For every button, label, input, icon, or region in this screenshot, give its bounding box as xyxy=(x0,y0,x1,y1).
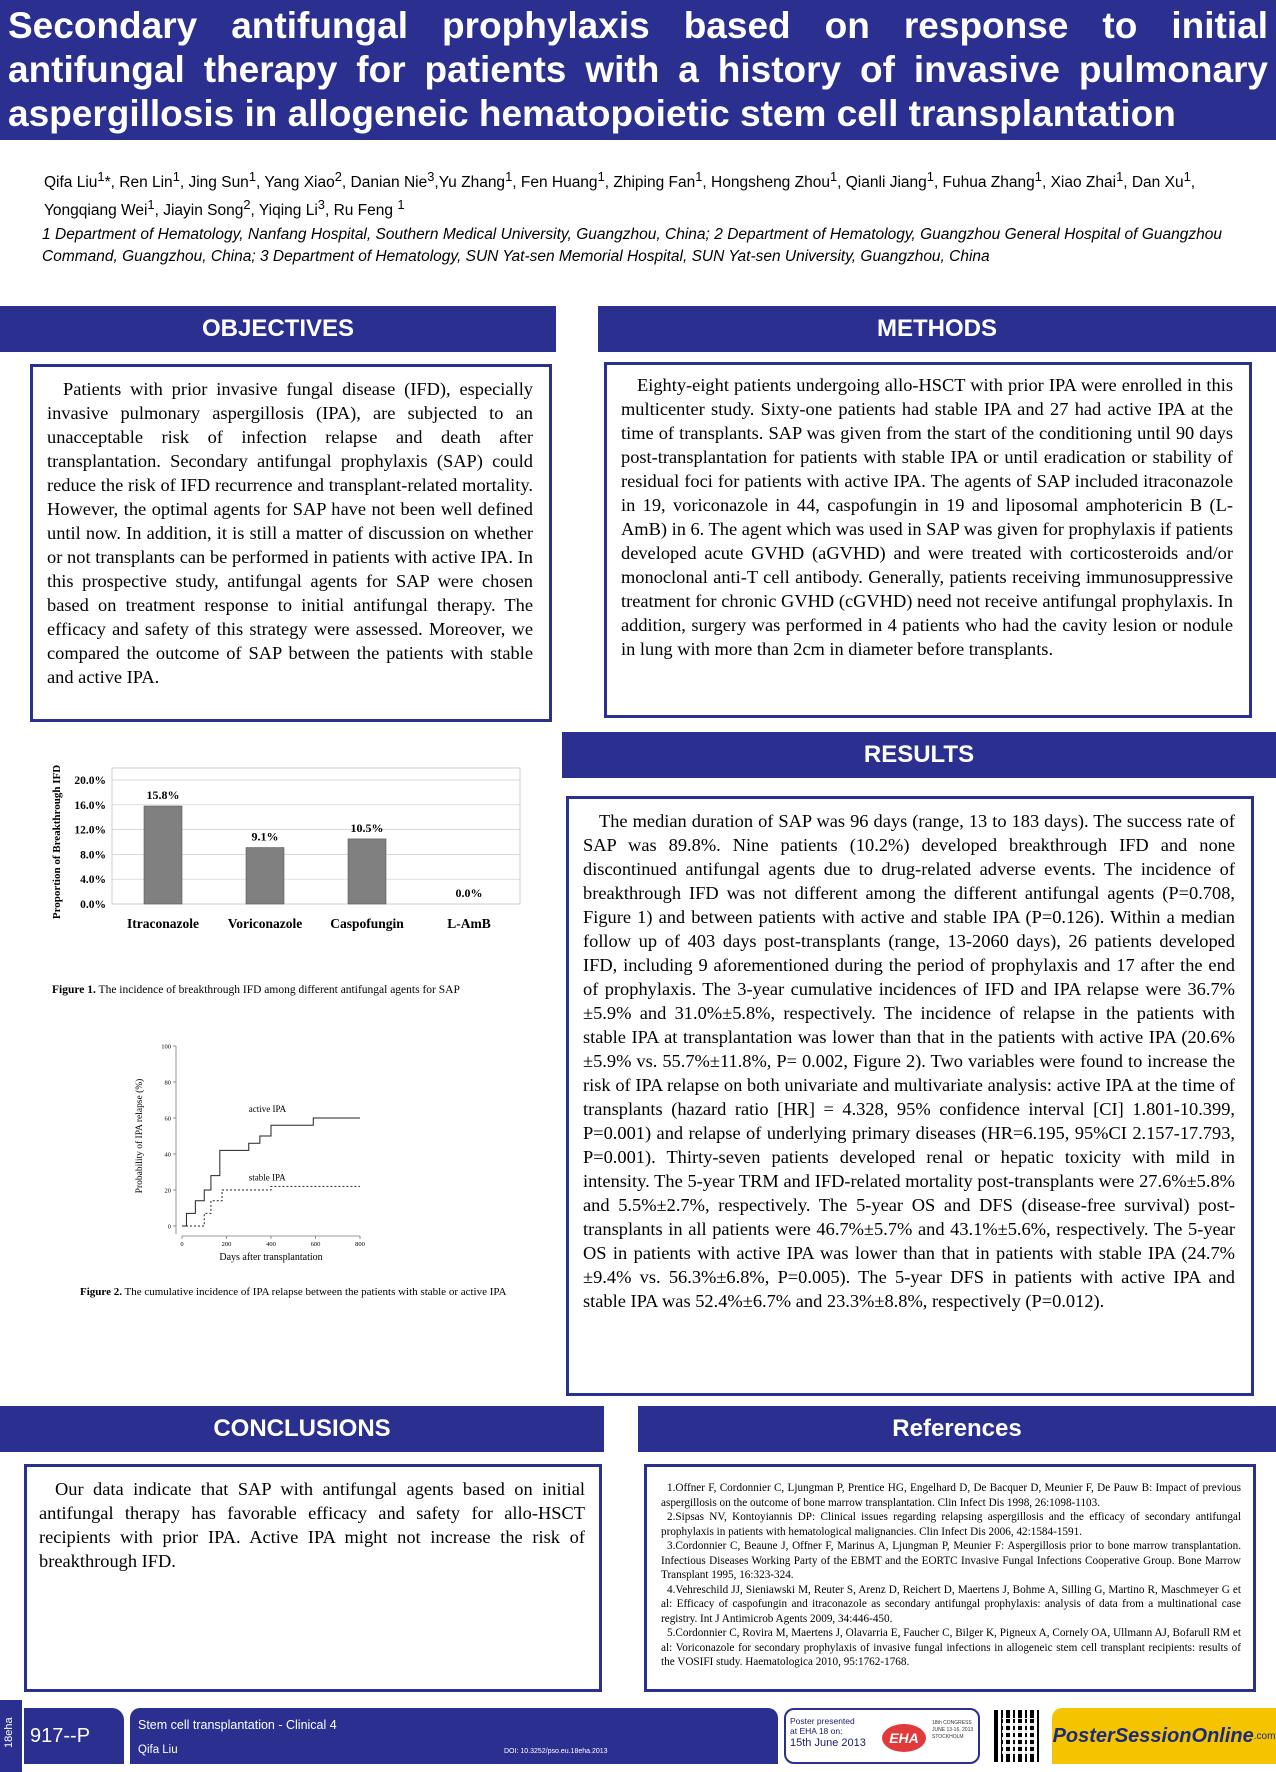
presented-line: Poster presented xyxy=(790,1716,855,1726)
poster-id: 917--P xyxy=(24,1708,124,1764)
conclusions-box xyxy=(24,1464,602,1692)
y-tick-label: 0.0% xyxy=(80,899,106,911)
x-axis-label: Days after transplantation xyxy=(219,1252,323,1263)
footer-vertical-tag xyxy=(0,1700,22,1772)
y-tick-label: 12.0% xyxy=(74,824,106,837)
reference-item: 1.Offner F, Cordonnier C, Ljungman P, Prentice HG, Engelhard D, De Bacquer D, Meunier F, De Pauw B: Impact of previous aspergillosis on the outcome of bone marrow transplantation. Clin Infect Dis 1998, 26:1098-1103. xyxy=(661,1482,1241,1509)
eha-logo: EHA xyxy=(882,1724,926,1752)
y-tick-label: 20.0% xyxy=(74,775,106,787)
objectives-text: Patients with prior invasive fungal disease (IFD), especially invasive pulmonary aspergillosis (IPA), are subjected to an unacceptable risk of infection relapse and death after transplantation. Secondary antifungal prophylaxis (SAP) could reduce the risk of IFD recurrence and transplant-related mortality. However, the optimal agents for SAP have not been well defined until now. In addition, it is still a matter of discussion on whether or not transplants can be performed in patients with active IPA. In this prospective study, antifungal agents for SAP were chosen based on treatment response to initial antifungal therapy. The efficacy and safety of this strategy were assessed. Moreover, we compared the outcome of SAP between the patients with stable and active IPA. xyxy=(47,379,533,687)
postersessiononline-logo[interactable] xyxy=(1052,1708,1276,1764)
bar-data-label: 10.5% xyxy=(350,820,384,835)
series-label: active IPA xyxy=(248,1104,287,1114)
methods-text: Eighty-eight patients undergoing allo-HSCT with prior IPA were enrolled in this multicenter study. Sixty-one patients had stable IPA and 27 had active IPA at the time of transplants. SAP was given from the start of the conditioning until 90 days post-transplantation for patients with stable IPA or until eradication or stability of residual foci for patients with active IPA. The agents of SAP included itraconazole in 19, voriconazole in 44, caspofungin in 19 and liposomal amphotericin B (L-AmB) in 6. The agent which was used in SAP was given for prophylaxis if patients developed acute GVHD (aGVHD) and were treated with corticosteroids and/or monoclonal anti-T cell antibody. Generally, patients receiving immunosuppressive treatment for chronic GVHD (cGVHD) need not receive antifungal prophylaxis. In addition, surgery was performed in 4 patients who had the cavity lesion or nodule in lung with more than 2cm in diameter before transplants. xyxy=(621,375,1233,659)
y-tick-label: 40 xyxy=(164,1151,171,1159)
x-tick-label: 0 xyxy=(180,1241,184,1248)
figure1-bar-chart xyxy=(40,758,530,1010)
reference-item: 3.Cordonnier C, Beaune J, Offner F, Marinus A, Ljungman P, Meunier F: Aspergillosis prior to bone marrow transplantation. Infectious Diseases Working Party of the EBMT and the EORTC Invasive Fungal Infections Cooperative Group. Bone Marrow Transplant 1995, 16:323-324. xyxy=(661,1540,1241,1581)
bar-data-label: 0.0% xyxy=(455,886,483,900)
reference-item: 2.Sipsas NV, Kontoyiannis DP: Clinical issues regarding relapsing aspergillosis and the efficacy of secondary antifungal prophylaxis in patients with hematological malignancies. Clin Infect Dis 2006, 42:1584-1591. xyxy=(661,1511,1241,1538)
references-heading: References xyxy=(638,1406,1276,1452)
footer-session-panel xyxy=(130,1708,778,1764)
doi: DOI: 10.3252/pso.eu.18eha.2013 xyxy=(504,1748,608,1755)
footer-bar xyxy=(0,1700,1276,1772)
conclusions-text: Our data indicate that SAP with antifungal agents based on initial antifungal therapy has favorable efficacy and safety for allo-HSCT recipients with prior IPA. Active IPA might not increase the risk of breakthrough IFD. xyxy=(39,1479,585,1571)
x-tick-label: 600 xyxy=(310,1241,321,1248)
poster-title: Secondary antifungal prophylaxis based on response to initial antifungal therapy for patients with a history of invasive pulmonary aspergillosis in allogeneic hematopoietic stem cell transplantation xyxy=(0,0,1276,140)
y-axis-label: Probability of IPA relapse (%) xyxy=(135,1078,145,1194)
y-tick-label: 60 xyxy=(164,1115,171,1123)
brand-name: PosterSessionOnline xyxy=(1052,1724,1254,1747)
presented-text xyxy=(790,1716,866,1748)
x-tick-label: 200 xyxy=(221,1241,232,1248)
figure2-caption-text: The cumulative incidence of IPA relapse between the patients with stable or active IPA xyxy=(121,1286,507,1298)
results-heading: RESULTS xyxy=(562,732,1276,778)
reference-item: 5.Cordonnier C, Rovira M, Maertens J, Olavarria E, Faucher C, Bilger K, Pigneux A, Cornely OA, Ullmann AJ, Bofarull RM et al: Voriconazole for secondary prophylaxis of invasive fungal infections in allogeneic stem cell transplant recipients: results of the VOSIFI study. Haematologica 2010, 95:1762-1768. xyxy=(661,1627,1241,1668)
y-tick-label: 100 xyxy=(161,1043,171,1051)
reference-item: 4.Vehreschild JJ, Sieniawski M, Reuter S, Arenz D, Reichert D, Maertens J, Bohme A, Silling G, Martino R, Maschmeyer G et al: Efficacy of caspofungin and itraconazole as secondary antifungal prophylaxis: analysis of data from a multinational case registry. Int J Antimicrob Agents 2009, 34:446-450. xyxy=(661,1583,1241,1625)
series-label: stable IPA xyxy=(248,1172,286,1183)
bar-data-label: 9.1% xyxy=(251,829,279,844)
conclusions-heading: CONCLUSIONS xyxy=(0,1406,604,1452)
brand-suffix: .com xyxy=(1253,1730,1276,1742)
qr-code-icon xyxy=(994,1710,1042,1762)
references-box xyxy=(644,1464,1256,1692)
figure1-caption-text: The incidence of breakthrough IFD among different antifungal agents for SAP xyxy=(95,984,460,996)
footer-vertical-text: 18eha xyxy=(3,1717,15,1748)
figure2-caption-label: Figure 2. xyxy=(80,1286,122,1298)
figure1-caption-label: Figure 1. xyxy=(52,984,96,996)
x-tick-label: 800 xyxy=(355,1241,365,1248)
y-tick-label: 8.0% xyxy=(80,849,106,862)
figure2-caption xyxy=(80,1286,540,1298)
y-axis-label: Proportion of Breakthrough IFD xyxy=(51,764,63,920)
bar xyxy=(144,806,182,904)
presented-line: at EHA 18 on: xyxy=(790,1726,843,1736)
x-category-label: Caspofungin xyxy=(330,916,404,931)
x-category-label: L-AmB xyxy=(447,916,491,931)
affiliations: 1 Department of Hematology, Nanfang Hospital, Southern Medical University, Guangzhou, China; 2 Department of Hematology, Guangzhou General Hospital of Guangzhou Command, Guangzhou, China; 3 Department of Hematology, SUN Yat-sen Memorial Hospital, SUN Yat-sen University, Guangzhou, China xyxy=(42,226,1222,265)
y-tick-label: 16.0% xyxy=(74,799,106,812)
author-list: Qifa Liu$^1$*, Ren Lin$^1$, Jing Sun$^1$, Yang Xiao$^2$, Danian Nie$^3$,Yu Zhang$^1$, Fen Huang$^1$, Zhiping Fan$^1$, Hongsheng Zhou$^1$, Qianli Jiang$^1$, Fuhua Zhang$^1$, Xiao Zhai$^1$, Dan Xu$^1$, Yongqiang Wei$^1$, Jiayin Song$^2$, Yiqing Li$^3$, Ru Feng $^1$ xyxy=(44,169,1196,220)
presented-date: 15th June 2013 xyxy=(790,1737,866,1749)
x-tick-label: 400 xyxy=(266,1241,276,1248)
y-tick-label: 20 xyxy=(164,1187,171,1195)
objectives-box xyxy=(30,364,552,722)
footer-author: Qifa Liu xyxy=(138,1744,178,1756)
figure1-caption xyxy=(52,984,532,996)
presented-panel xyxy=(784,1708,980,1764)
session-name: Stem cell transplantation - Clinical 4 xyxy=(138,1718,337,1732)
methods-heading: METHODS xyxy=(598,306,1276,352)
results-text: The median duration of SAP was 96 days (range, 13 to 183 days). The success rate of SAP was 89.8%. Nine patients (10.2%) developed breakthrough IFD and none discontinued antifungal agents due to drug-related adverse events. The incidence of breakthrough IFD was not different among the different antifungal agents (P=0.708, Figure 1) and between patients with active and stable IPA (P=0.126). Within a median follow up of 403 days post-transplants (range, 13-2060 days), 26 patients developed IFD, including 9 aforementioned during the period of prophylaxis and 17 after the end of prophylaxis. The 3-year cumulative incidences of IFD and IPA relapse were 36.7%±5.9% and 31.0%±5.8%, respectively. The incidence of relapse in the patients with stable IPA at transplantation was lower than that in the patients with active IPA (20.6% ±5.9% vs. 55.7%±11.8%, P= 0.002, Figure 2). Two variables were found to increase the risk of IPA relapse on both univariate and multivariate analysis: active IPA at the time of transplants (hazard ratio [HR] = 4.328, 95% confidence interval [CI] 1.801-10.399, P=0.001) and relapse of underlying primary diseases (HR=6.195, 95%CI 2.157-17.793, P=0.001). Thirty-seven patients developed renal or hepatic toxicity with mild in intensity. The 5-year TRM and IFD-related mortality post-transplants were 27.6%±5.8% and 5.5%±2.7%, respectively. The 5-year OS and DFS (disease-free survival) post-transplants in all patients were 46.7%±5.7% and 43.1%±5.6%, respectively. The 5-year OS in patients with active IPA was lower than that in patients with stable IPA (24.7%±9.4% vs. 56.3%±6.8%, P=0.005). The 5-year DFS in patients with active IPA and stable IPA was 52.4%±6.7% and 23.3%±8.8%, respectively (P=0.012). xyxy=(583,811,1235,1311)
bar-data-label: 15.8% xyxy=(146,788,180,803)
y-tick-label: 0 xyxy=(167,1223,171,1231)
y-tick-label: 80 xyxy=(164,1079,171,1087)
congress-text: 18th CONGRESS JUNE 13-16, 2013 STOCKHOLM xyxy=(932,1720,974,1740)
series-line xyxy=(182,1186,360,1226)
methods-box xyxy=(604,362,1252,718)
objectives-heading: OBJECTIVES xyxy=(0,306,556,352)
figure2-line-chart xyxy=(120,1030,420,1280)
results-box xyxy=(566,796,1254,1396)
bar xyxy=(348,839,386,904)
x-category-label: Voriconazole xyxy=(227,916,303,931)
y-tick-label: 4.0% xyxy=(80,874,106,887)
bar xyxy=(246,848,284,904)
x-category-label: Itraconazole xyxy=(127,916,199,931)
